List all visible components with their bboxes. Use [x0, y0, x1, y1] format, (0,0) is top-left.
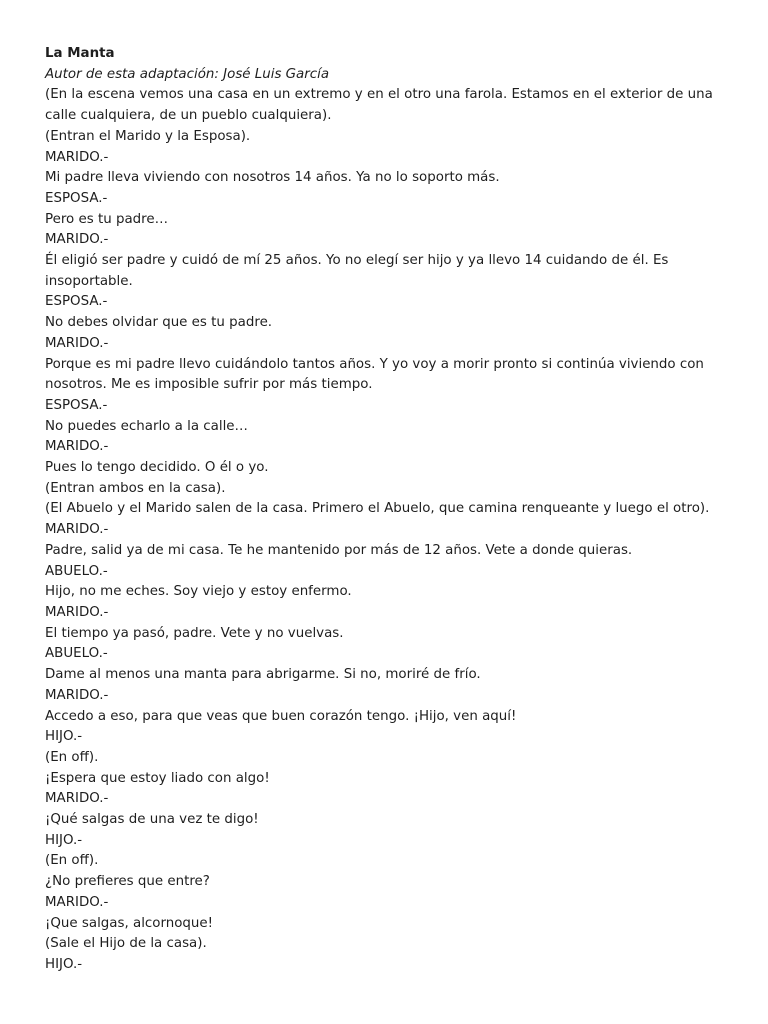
script-body	[45, 85, 735, 975]
speaker-label: HIJO.-	[45, 956, 83, 972]
dialogue-line: Pero es tu padre…	[45, 211, 169, 227]
stage-direction: (En la escena vemos una casa en un extremo y en el otro una farola. Estamos en el exterior de una calle cualquiera, de un pueblo cualquiera).	[45, 87, 713, 124]
speaker-label: HIJO.-	[45, 729, 83, 745]
speaker-label: ESPOSA.-	[45, 190, 108, 206]
dialogue-line: Padre, salid ya de mi casa. Te he mantenido por más de 12 años. Vete a donde quieras.	[45, 542, 633, 558]
dialogue-line: Mi padre lleva viviendo con nosotros 14 años. Ya no lo soporto más.	[45, 170, 500, 186]
stage-direction: (Entran ambos en la casa).	[45, 480, 226, 496]
dialogue-line: Porque es mi padre llevo cuidándolo tantos años. Y yo voy a morir pronto si continúa viviendo con nosotros. Me es imposible sufrir por más tiempo.	[45, 356, 704, 393]
document-page	[45, 44, 735, 976]
speaker-label: HIJO.-	[45, 832, 83, 848]
document-title: La Manta	[45, 46, 115, 61]
dialogue-line: El tiempo ya pasó, padre. Vete y no vuelvas.	[45, 625, 344, 641]
dialogue-line: No debes olvidar que es tu padre.	[45, 315, 273, 331]
speaker-label: ESPOSA.-	[45, 397, 108, 413]
speaker-label: MARIDO.-	[45, 149, 109, 165]
dialogue-line: Accedo a eso, para que veas que buen corazón tengo. ¡Hijo, ven aquí!	[45, 708, 517, 724]
stage-direction: (Sale el Hijo de la casa).	[45, 936, 207, 952]
speaker-label: MARIDO.-	[45, 232, 109, 248]
stage-direction: (En off).	[45, 853, 99, 869]
speaker-label: MARIDO.-	[45, 687, 109, 703]
dialogue-line: No puedes echarlo a la calle…	[45, 418, 248, 434]
speaker-label: MARIDO.-	[45, 522, 109, 538]
dialogue-line: Dame al menos una manta para abrigarme. Si no, moriré de frío.	[45, 667, 481, 683]
dialogue-line: Él eligió ser padre y cuidó de mí 25 años. Yo no elegí ser hijo y ya llevo 14 cuidando de él. Es insoportable.	[45, 253, 669, 289]
speaker-label: ABUELO.-	[45, 646, 108, 662]
speaker-label: MARIDO.-	[45, 604, 109, 620]
speaker-label: ESPOSA.-	[45, 294, 108, 310]
speaker-label: MARIDO.-	[45, 894, 109, 910]
dialogue-line: ¿No prefieres que entre?	[45, 874, 210, 890]
dialogue-line: Hijo, no me eches. Soy viejo y estoy enfermo.	[45, 584, 352, 600]
speaker-label: MARIDO.-	[45, 791, 109, 807]
speaker-label: MARIDO.-	[45, 335, 109, 351]
dialogue-line: ¡Qué salgas de una vez te digo!	[45, 812, 259, 828]
stage-direction: (En off).	[45, 749, 99, 765]
speaker-label: ABUELO.-	[45, 563, 108, 579]
dialogue-line: ¡Que salgas, alcornoque!	[45, 915, 214, 931]
stage-direction: (El Abuelo y el Marido salen de la casa. Primero el Abuelo, que camina renqueante y luego el otro).	[45, 501, 710, 517]
dialogue-line: ¡Espera que estoy liado con algo!	[45, 770, 270, 786]
stage-direction: (Entran el Marido y la Esposa).	[45, 128, 251, 144]
speaker-label: MARIDO.-	[45, 439, 109, 455]
document-author: Autor de esta adaptación: José Luis García	[45, 66, 330, 82]
dialogue-line: Pues lo tengo decidido. O él o yo.	[45, 460, 269, 476]
